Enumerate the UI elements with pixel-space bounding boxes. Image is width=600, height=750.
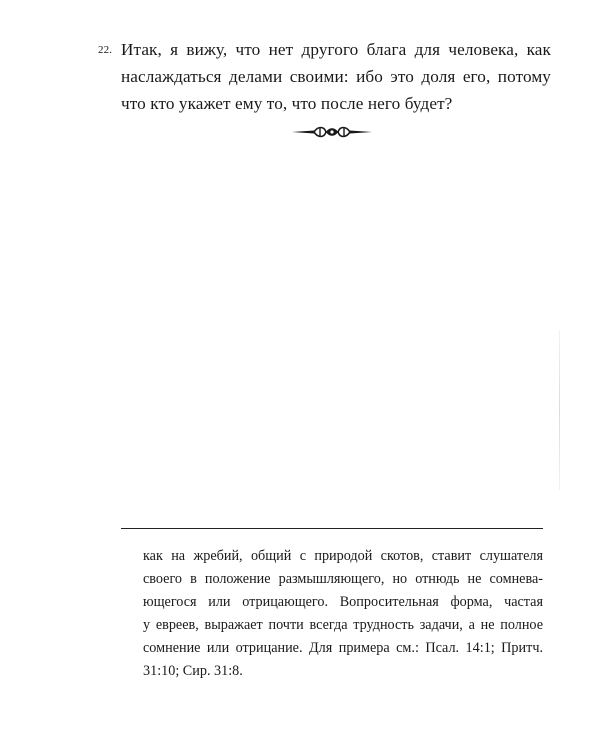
footnote-line: ющегося или отрицающего. Вопросительная форма, частая [143, 594, 543, 610]
verse-number: 22. [98, 44, 113, 56]
verse-line: Итак, я вижу, что нет другого блага для человека, как [121, 40, 551, 59]
footnote-line: у евреев, выражает почти всегда трудность задачи, а не полное [143, 617, 543, 633]
footnote-line: своего в положение размышляющего, но отнюдь не сомнева- [143, 571, 543, 587]
verse-line: наслаждаться делами своими: ибо это доля его, потому [121, 67, 551, 86]
footnote-line: как на жребий, общий с природой скотов, ставит слушателя [143, 548, 543, 564]
footnote-line: сомнение или отрицание. Для примера см.: Псал. 14:1; Притч. [143, 640, 543, 656]
footnote-text [143, 545, 543, 683]
verse-22 [98, 36, 551, 117]
page-edge-shadow [559, 330, 560, 490]
ornament-icon [292, 125, 372, 139]
verse-line: что кто укажет ему то, что после него будет? [121, 94, 453, 113]
footnote-line: 31:10; Сир. 31:8. [143, 663, 243, 679]
footnote-divider [121, 528, 543, 529]
